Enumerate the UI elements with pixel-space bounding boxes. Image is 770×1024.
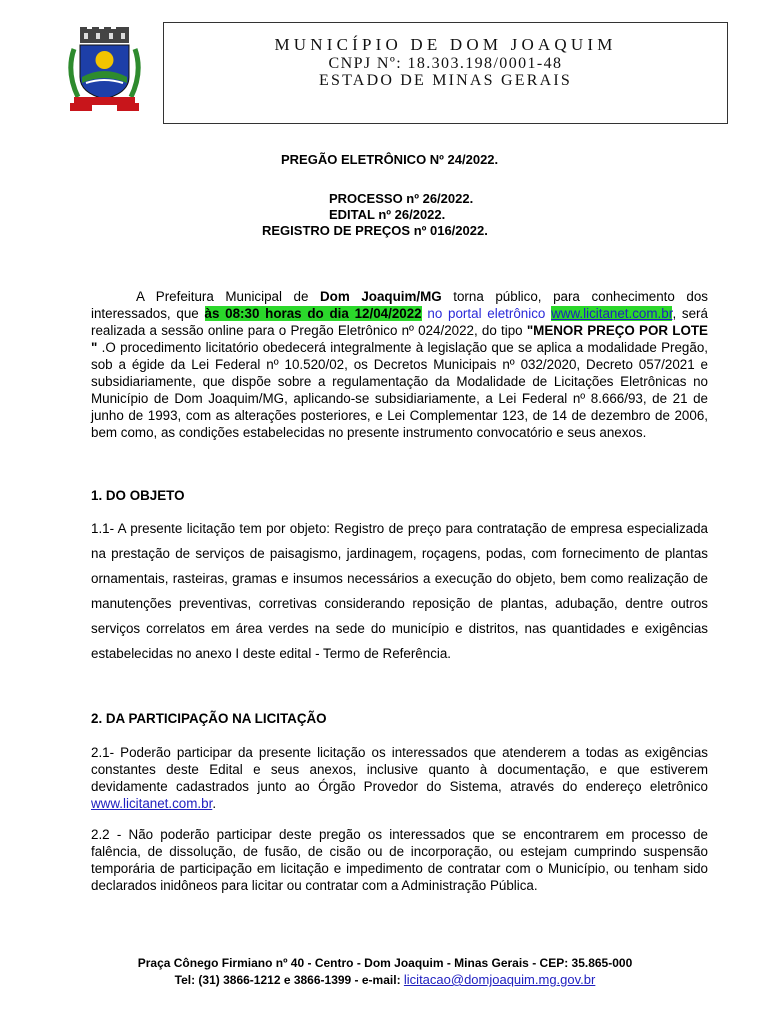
cnpj-line: CNPJ Nº: 18.303.198/0001-48: [328, 55, 563, 72]
footer-phones: Tel: (31) 3866-1212 e 3866-1399 - e-mail:: [174, 973, 404, 987]
municipal-crest-icon: [66, 27, 143, 112]
clause-2-1-end: .: [212, 796, 217, 811]
bid-type: "MENOR PREÇO POR LOTE ": [91, 323, 708, 355]
processo-title: PROCESSO nº 26/2022.: [329, 191, 474, 206]
intro-text-e: , será realizada a sessão online para o Pregão Eletrônico nº 024/2022, do tipo: [91, 306, 708, 338]
clause-2-1-text: 2.1- Poderão participar da presente licitação os interessados que atenderem a todas as exigências constantes deste Edital e seus anexos, inclusive quanto à documentação, e que estiverem devidamente cadastrados junto ao Órgão Provedor do Sistema, através do endereço eletrônico: [91, 745, 708, 794]
section-1-heading: 1. DO OBJETO: [91, 488, 185, 503]
licitanet-link-2[interactable]: www.licitanet.com.br: [91, 796, 213, 811]
clause-1-1: 1.1- A presente licitação tem por objeto: Registro de preço para contratação de empresa especializada na prestação de serviços de paisagismo, jardinagem, roçagens, podas, com fornecimento de plantas ornamentais, rasteiras, gramas e insumos necessários a execução do objeto, bem como realização de manutenções preventivas, corretivas considerando reposição de plantas, adubação, dentre outros serviços correlatos em área verdes na sede do município e distritos, nas quantidades e exigências estabelecidas no anexo I deste edital - Termo de Referência.: [91, 521, 708, 661]
section-2-heading: 2. DA PARTICIPAÇÃO NA LICITAÇÃO: [91, 711, 327, 726]
footer-contact: [0, 972, 770, 987]
municipality-name: MUNICÍPIO DE DOM JOAQUIM: [274, 35, 617, 54]
letterhead-box: [163, 22, 728, 124]
edital-title: EDITAL nº 26/2022.: [329, 207, 446, 222]
intro-text-b: torna público, para conhecimento dos interessados, que: [91, 289, 708, 321]
intro-text-a: A Prefeitura Municipal de: [136, 289, 320, 304]
intro-city: Dom Joaquim/MG: [320, 289, 442, 304]
portal-text: no portal eletrônico: [427, 306, 546, 321]
licitanet-link[interactable]: www.licitanet.com.br: [551, 306, 673, 321]
session-time-highlight: às 08:30 horas do dia 12/04/2022: [204, 306, 422, 321]
clause-2-2: 2.2 - Não poderão participar deste pregão os interessados que se encontrarem em processo de falência, de dissolução, de fusão, de cisão ou de incorporação, ou estejam cumprindo suspensão temporária de participação em licitação e impedimento de contratar com o Município, ou tenham sido declarados inidôneos para licitar ou contratar com a Administração Pública.: [91, 827, 708, 893]
intro-text-f: .O procedimento licitatório obedecerá integralmente à legislação que se aplica a modalidade Pregão, sob a égide da Lei Federal nº 10.520/02, os Decretos Municipais nº 032/2020, Decreto 057/2021 e subsidiariamente, que dispõe sobre a regulamentação da Modalidade de Licitações Eletrônicas no Município de Dom Joaquim/MG, aplicando-se subsidiariamente, a Lei Federal nº 8.666/93, de 21 de junho de 1993, com as alterações posteriores, e Lei Complementar 123, de 14 de dezembro de 2006, bem como, as condições estabelecidas no presente instrumento convocatório e seus anexos.: [91, 340, 708, 440]
state-line: ESTADO DE MINAS GERAIS: [319, 72, 572, 89]
footer-email-link[interactable]: licitacao@domjoaquim.mg.gov.br: [403, 972, 596, 987]
intro-paragraph: [91, 288, 708, 441]
pregao-title: PREGÃO ELETRÔNICO Nº 24/2022.: [281, 152, 499, 167]
clause-2-1: [91, 744, 708, 812]
footer-address: Praça Cônego Firmiano nº 40 - Centro - Dom Joaquim - Minas Gerais - CEP: 35.865-000: [137, 956, 633, 970]
registro-title: REGISTRO DE PREÇOS nº 016/2022.: [262, 223, 488, 238]
